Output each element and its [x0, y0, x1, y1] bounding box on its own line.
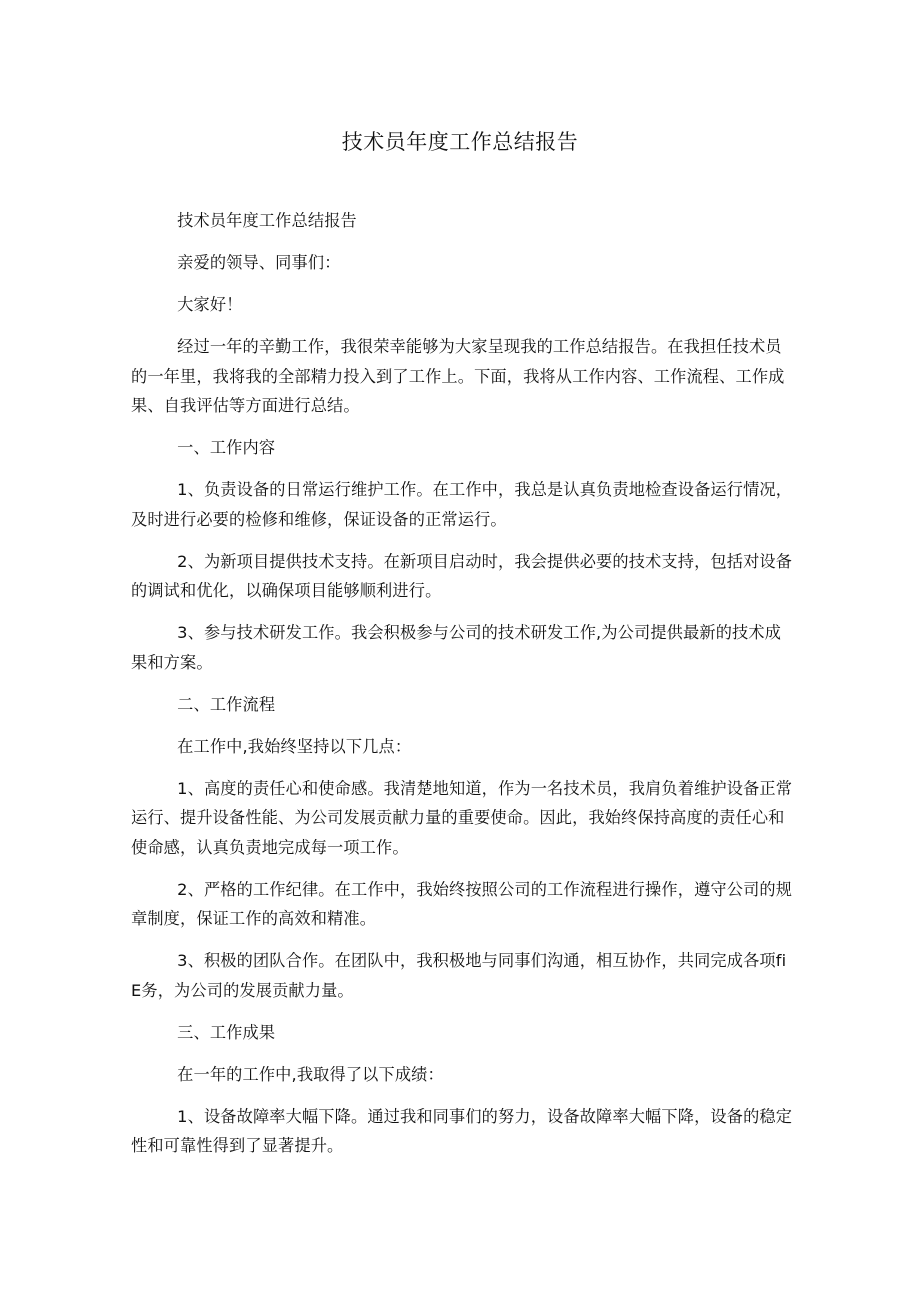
document-body	[131, 206, 793, 1173]
section-heading: 二、工作流程	[177, 694, 276, 714]
section-heading: 三、工作成果	[177, 1022, 276, 1042]
section-heading: 一、工作内容	[177, 438, 276, 457]
document-paragraph: 1、设备故障率大幅下降。通过我和同事们的努力，设备故障率大幅下降，设备的稳定性和可靠性得到了显著提升。	[131, 1106, 793, 1155]
document-paragraph: 1、高度的责任心和使命感。我清楚地知道，作为一名技术员，我肩负着维护设备正常运行、提升设备性能、为公司发展贡献力量的重要使命。因此，我始终保持高度的责任心和使命感，认真负责地完成每一项工作。	[131, 778, 793, 857]
document-paragraph: 在一年的工作中,我取得了以下成绩：	[177, 1064, 444, 1084]
document-paragraph: 3、积极的团队合作。在团队中，我积极地与同事们沟通，相互协作，共同完成各项fiE务，为公司的发展贡献力量。	[131, 951, 787, 1000]
document-paragraph: 2、为新项目提供技术支持。在新项目启动时，我会提供必要的技术支持，包括对设备的调试和优化，以确保项目能够顺利进行。	[131, 551, 793, 600]
document-paragraph: 经过一年的辛勤工作，我很荣幸能够为大家呈现我的工作总结报告。在我担任技术员的一年里，我将我的全部精力投入到了工作上。下面，我将从工作内容、工作流程、工作成果、自我评估等方面进行总结。	[131, 337, 785, 415]
document-paragraph: 2、严格的工作纪律。在工作中，我始终按照公司的工作流程进行操作，遵守公司的规章制度，保证工作的高效和精准。	[131, 879, 793, 928]
document-paragraph: 技术员年度工作总结报告	[177, 211, 357, 230]
document-paragraph: 3、参与技术研发工作。我会积极参与公司的技术研发工作,为公司提供最新的技术成果和方案。	[131, 623, 782, 672]
document-paragraph: 大家好！	[177, 295, 243, 314]
document-paragraph: 在工作中,我始终坚持以下几点：	[177, 736, 412, 756]
document-title: 技术员年度工作总结报告	[341, 130, 579, 154]
document-paragraph: 1、负责设备的日常运行维护工作。在工作中，我总是认真负责地检查设备运行情况，及时进行必要的检修和维修，保证设备的正常运行。	[131, 480, 793, 529]
document-paragraph: 亲爱的领导、同事们：	[177, 253, 341, 272]
